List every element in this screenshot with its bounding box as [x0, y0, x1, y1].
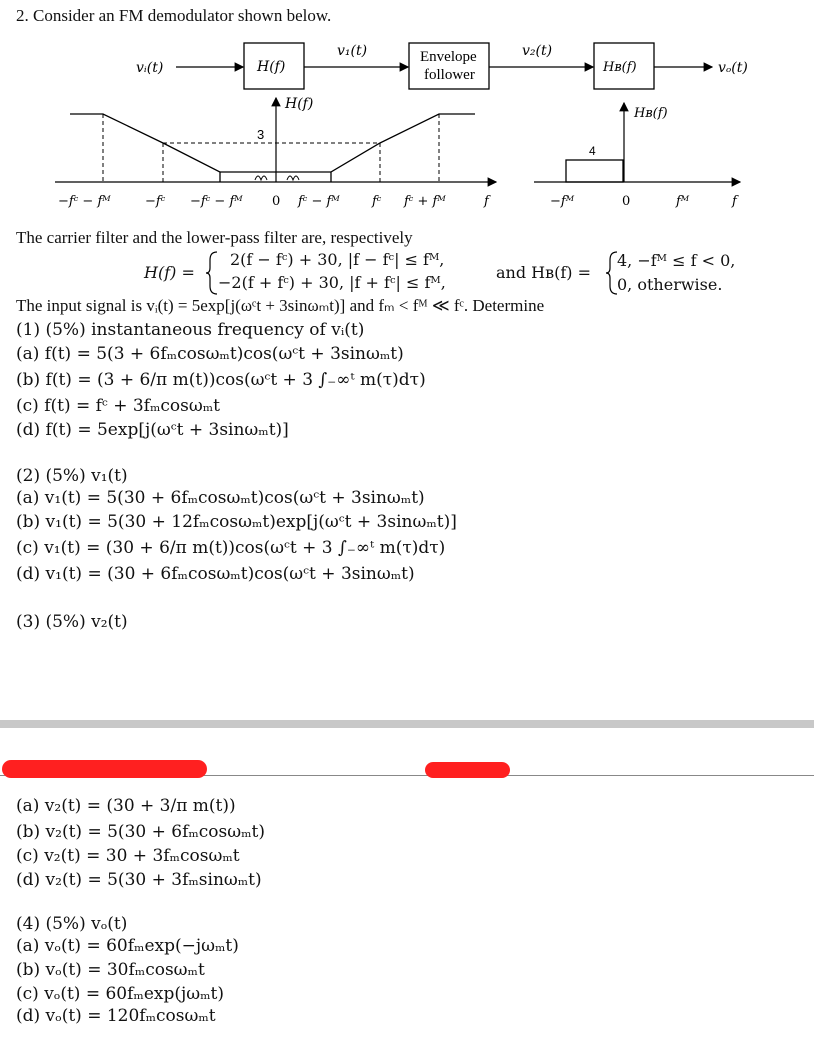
question-header: 2. Consider an FM demodulator shown below. [16, 6, 332, 25]
block1-label: H(f) [257, 59, 286, 75]
envelope-label-2: follower [424, 67, 475, 83]
q4-option-b: (b) vₒ(t) = 30fₘcosωₘt [16, 960, 205, 980]
input-signal-sentence: The input signal is vᵢ(t) = 5exp[j(ωᶜt + 3sinωₘt)] and fₘ < fᴹ ≪ fᶜ. Determine [16, 296, 545, 315]
input-label: vᵢ(t) [136, 60, 164, 76]
page-separator [0, 720, 814, 728]
output-label: vₒ(t) [718, 60, 748, 76]
q1-option-a: (a) f(t) = 5(3 + 6fₘcosωₘt)cos(ωᶜt + 3sinωₘt) [16, 344, 404, 364]
q2-option-a: (a) v₁(t) = 5(30 + 6fₘcosωₘt)cos(ωᶜt + 3sinωₘt) [16, 488, 425, 508]
fm-demodulator-diagram [0, 0, 814, 230]
hb-axis-label: Hʙ(f) [634, 106, 668, 121]
q2-option-b: (b) v₁(t) = 5(30 + 12fₘcosωₘt)exp[j(ωᶜt + 3sinωₘt)] [16, 512, 457, 532]
q4-title: (4) (5%) vₒ(t) [16, 914, 128, 934]
hb-passband [566, 160, 623, 182]
q2-option-d: (d) v₁(t) = (30 + 6fₘcosωₘt)cos(ωᶜt + 3sinωₘt) [16, 564, 415, 584]
hf-tick: f [484, 194, 489, 209]
hb-case-2: 0, otherwise. [617, 275, 723, 294]
q3-option-b: (b) v₂(t) = 5(30 + 6fₘcosωₘt) [16, 822, 266, 842]
q3-option-a: (a) v₂(t) = (30 + 3/π m(t)) [16, 796, 236, 816]
q4-option-a: (a) vₒ(t) = 60fₘexp(−jωₘt) [16, 936, 239, 956]
redaction-mark-2 [425, 762, 510, 778]
hf-case-2: −2(f + fᶜ) + 30, |f + fᶜ| ≤ fᴹ, [218, 273, 446, 292]
v2-label: v₂(t) [522, 43, 553, 59]
hf-tick: fᶜ − fᴹ [298, 194, 340, 209]
hf-tick: fᶜ [372, 194, 382, 209]
v1-label: v₁(t) [337, 43, 368, 59]
hb-value: 4 [589, 144, 596, 158]
hf-value: 3 [257, 127, 265, 142]
hb-tick: −fᴹ [550, 194, 575, 209]
hf-right-band [331, 114, 475, 182]
q3-option-d: (d) v₂(t) = 5(30 + 3fₘsinωₘt) [16, 870, 262, 890]
block3-label: Hʙ(f) [603, 60, 637, 75]
left-brace [205, 250, 219, 296]
q2-title: (2) (5%) v₁(t) [16, 466, 128, 486]
hb-tick: f [732, 194, 737, 209]
q4-option-d: (d) vₒ(t) = 120fₘcosωₘt [16, 1006, 216, 1026]
q2-option-c: (c) v₁(t) = (30 + 6/π m(t))cos(ωᶜt + 3 ∫₋∞ᵗ m(τ)dτ) [16, 538, 446, 558]
hf-tick: −fᶜ [145, 194, 166, 209]
envelope-label-1: Envelope [420, 49, 477, 65]
hb-lhs: and Hʙ(f) = [496, 263, 592, 282]
hb-tick: 0 [622, 194, 631, 209]
q3-title: (3) (5%) v₂(t) [16, 612, 128, 632]
hf-tick: −fᶜ − fᴹ [190, 194, 243, 209]
q1-title: (1) (5%) instantaneous frequency of vᵢ(t) [16, 320, 365, 340]
hf-left-band [70, 114, 220, 182]
hb-case-1: 4, −fᴹ ≤ f < 0, [617, 251, 736, 270]
hf-tick: 0 [272, 194, 281, 209]
hf-squiggle [255, 176, 299, 180]
q1-option-c: (c) f(t) = fᶜ + 3fₘcosωₘt [16, 396, 220, 416]
hf-tick: fᶜ + fᴹ [404, 194, 446, 209]
filters-sentence: The carrier filter and the lower-pass filter are, respectively [16, 228, 413, 247]
hf-tick: −fᶜ − fᴹ [58, 194, 111, 209]
q3-option-c: (c) v₂(t) = 30 + 3fₘcosωₘt [16, 846, 240, 866]
hf-case-1: 2(f − fᶜ) + 30, |f − fᶜ| ≤ fᴹ, [230, 250, 445, 269]
q1-option-b: (b) f(t) = (3 + 6/π m(t))cos(ωᶜt + 3 ∫₋∞ᵗ m(τ)dτ) [16, 370, 426, 390]
q4-option-c: (c) vₒ(t) = 60fₘexp(jωₘt) [16, 984, 225, 1004]
hb-tick: fᴹ [676, 194, 690, 209]
hf-axis-label: H(f) [285, 96, 314, 112]
q1-option-d: (d) f(t) = 5exp[j(ωᶜt + 3sinωₘt)] [16, 420, 289, 440]
hf-lhs: H(f) = [144, 263, 195, 282]
redaction-mark-1 [2, 760, 207, 778]
